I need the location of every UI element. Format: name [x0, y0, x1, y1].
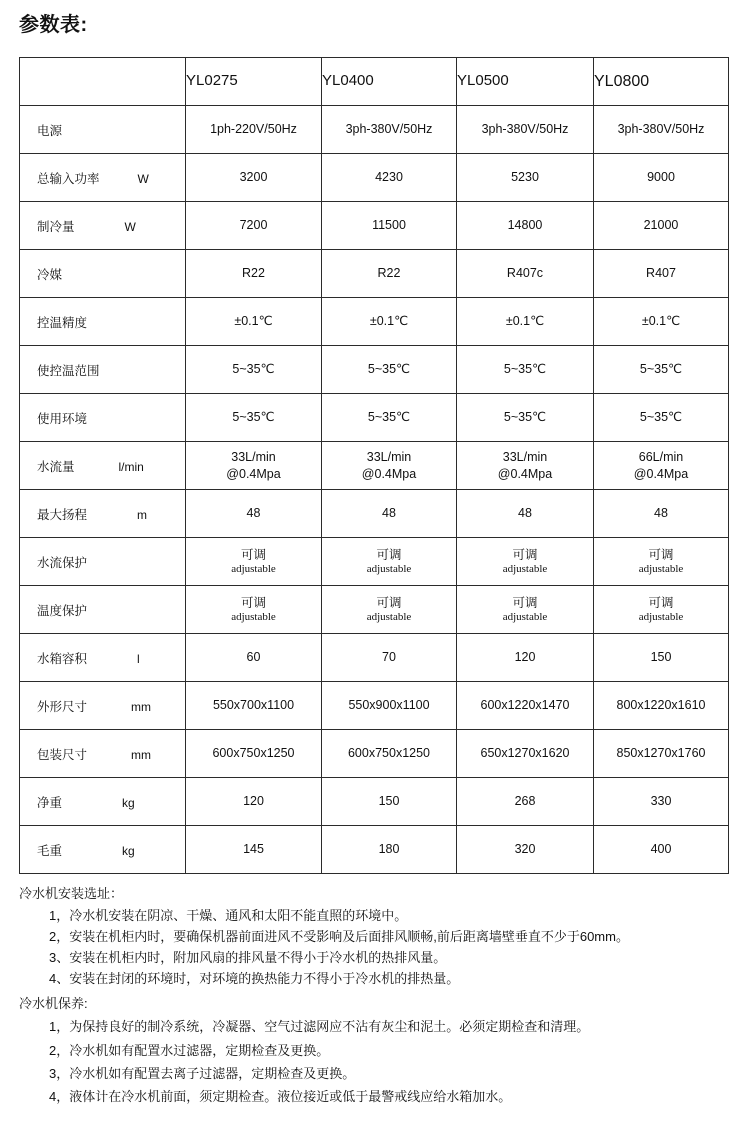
- value-text: 48: [518, 506, 532, 521]
- header-cell-model-4: [594, 58, 729, 106]
- row-label-cell: [20, 202, 186, 250]
- value-text: 150: [650, 650, 672, 665]
- maintenance-notes-list: [19, 1015, 734, 1108]
- value-text: 5~35℃: [367, 362, 411, 377]
- row-value-cell: [322, 778, 457, 826]
- value-text: 可调: [512, 547, 538, 562]
- row-value-cell: [594, 826, 729, 874]
- value-text: R22: [242, 266, 265, 281]
- row-value-cell: [186, 298, 322, 346]
- value-text: 9000: [647, 170, 675, 185]
- row-value-cell: [457, 442, 594, 490]
- row-value-cell: [594, 586, 729, 634]
- row-unit-text: mm: [131, 699, 152, 714]
- value-text: 5~35℃: [232, 410, 275, 425]
- row-label-cell: [20, 682, 186, 730]
- value-text: 可调: [376, 595, 402, 610]
- row-label-text: 水流量: [37, 459, 75, 474]
- row-value-cell: [322, 490, 457, 538]
- table-row: [20, 346, 729, 394]
- row-value-cell: [594, 490, 729, 538]
- notes-section: [19, 884, 734, 1113]
- value-text-secondary: adjustable: [366, 562, 412, 575]
- row-value-cell: [457, 778, 594, 826]
- table-row: [20, 490, 729, 538]
- value-text: 800x1220x1610: [616, 698, 706, 713]
- row-label-text: 使控温范围: [37, 363, 100, 378]
- value-text: 14800: [507, 218, 543, 233]
- row-value-cell: [322, 826, 457, 874]
- row-value-cell: [186, 346, 322, 394]
- table-row: [20, 298, 729, 346]
- value-text: 5~35℃: [503, 410, 547, 425]
- row-value-cell: [186, 778, 322, 826]
- row-label-text: 电源: [37, 123, 63, 138]
- row-value-cell: [594, 250, 729, 298]
- maintenance-notes-heading: 冷水机保养:: [19, 996, 88, 1012]
- row-value-cell: [457, 202, 594, 250]
- row-label-cell: [20, 154, 186, 202]
- row-value-cell: [594, 298, 729, 346]
- row-value-cell: [322, 394, 457, 442]
- row-label-text: 总输入功率: [37, 171, 100, 186]
- row-label-cell: [20, 106, 186, 154]
- value-text: 3ph-380V/50Hz: [481, 122, 569, 137]
- row-value-cell: [322, 730, 457, 778]
- page-title: 参数表:: [19, 14, 88, 36]
- table-header-row: [20, 58, 729, 106]
- value-text-secondary: @0.4Mpa: [497, 466, 553, 481]
- row-label-cell: [20, 346, 186, 394]
- model-label: YL0400: [322, 72, 374, 90]
- value-text: 可调: [648, 547, 674, 562]
- row-value-cell: [322, 586, 457, 634]
- value-text: 可调: [240, 547, 266, 562]
- table-row: [20, 394, 729, 442]
- row-label-cell: [20, 586, 186, 634]
- value-text: 70: [382, 650, 396, 665]
- row-value-cell: [322, 442, 457, 490]
- row-label-text: 制冷量: [37, 219, 75, 234]
- table-row: [20, 442, 729, 490]
- row-label-text: 冷媒: [37, 267, 63, 282]
- value-text-secondary: adjustable: [638, 610, 684, 623]
- model-label: YL0275: [186, 72, 238, 90]
- row-label-text: 外形尺寸: [37, 699, 88, 714]
- value-text: 21000: [643, 218, 679, 233]
- value-text: 3200: [239, 170, 268, 185]
- model-label: YL0500: [457, 72, 509, 90]
- value-text: R407: [646, 266, 676, 281]
- header-cell-blank: [20, 58, 186, 106]
- value-text-secondary: adjustable: [231, 562, 276, 575]
- value-text: 850x1270x1760: [616, 746, 706, 761]
- list-item: 4，液体计在冷水机前面，须定期检查。液位接近或低于最警戒线应给水箱加水。: [49, 1088, 512, 1104]
- table-row: [20, 106, 729, 154]
- value-text: 550x700x1100: [212, 698, 295, 713]
- value-text: 150: [378, 794, 400, 809]
- row-value-cell: [457, 298, 594, 346]
- value-text: 400: [650, 842, 672, 857]
- value-text: 48: [382, 506, 396, 521]
- row-value-cell: [186, 538, 322, 586]
- row-value-cell: [322, 154, 457, 202]
- table-row: [20, 826, 729, 874]
- row-value-cell: [186, 490, 322, 538]
- model-label: YL0800: [594, 72, 650, 90]
- row-label-cell: [20, 298, 186, 346]
- value-text: 7200: [239, 218, 268, 233]
- value-text: 650x1270x1620: [480, 746, 570, 761]
- value-text: 330: [650, 794, 672, 809]
- value-text: 5230: [511, 170, 539, 185]
- row-value-cell: [186, 586, 322, 634]
- list-item: 3、安装在机柜内时，附加风扇的排风量不得小于冷水机的热排风量。: [49, 950, 447, 966]
- value-text: 可调: [240, 595, 266, 610]
- row-unit-text: W: [137, 171, 149, 186]
- list-item: 1，为保持良好的制冷系统，冷凝器、空气过滤网应不沾有灰尘和泥土。必须定期检查和清理。: [49, 1019, 590, 1035]
- row-label-text: 最大扬程: [37, 507, 88, 522]
- value-text: 600x1220x1470: [480, 698, 570, 713]
- row-label-cell: [20, 442, 186, 490]
- row-value-cell: [594, 106, 729, 154]
- row-value-cell: [594, 202, 729, 250]
- value-text: 可调: [512, 595, 538, 610]
- row-unit-text: l: [137, 651, 140, 666]
- value-text: 可调: [376, 547, 402, 562]
- row-value-cell: [322, 298, 457, 346]
- table-row: [20, 202, 729, 250]
- row-unit-text: l/min: [118, 459, 144, 474]
- value-text: 320: [514, 842, 536, 857]
- value-text-secondary: adjustable: [502, 610, 548, 623]
- row-value-cell: [594, 682, 729, 730]
- row-label-text: 包装尺寸: [37, 747, 88, 762]
- row-value-cell: [457, 538, 594, 586]
- value-text: 可调: [648, 595, 674, 610]
- value-text-secondary: adjustable: [638, 562, 684, 575]
- value-text: 3ph-380V/50Hz: [345, 122, 433, 137]
- table-row: [20, 538, 729, 586]
- value-text: 48: [654, 506, 668, 521]
- row-value-cell: [457, 394, 594, 442]
- row-value-cell: [322, 682, 457, 730]
- row-value-cell: [457, 154, 594, 202]
- table-row: [20, 586, 729, 634]
- row-label-cell: [20, 730, 186, 778]
- row-value-cell: [594, 634, 729, 682]
- value-text: 5~35℃: [232, 362, 275, 377]
- value-text-secondary: adjustable: [366, 610, 412, 623]
- row-unit-text: kg: [122, 795, 135, 810]
- value-text: 60: [246, 650, 261, 665]
- row-value-cell: [322, 106, 457, 154]
- list-item: 1，冷水机安装在阴凉、干燥、通风和太阳不能直照的环境中。: [49, 908, 408, 924]
- value-text: 5~35℃: [503, 362, 547, 377]
- value-text: 1ph-220V/50Hz: [210, 122, 297, 137]
- table-row: [20, 778, 729, 826]
- value-text: 48: [246, 506, 261, 521]
- table-row: [20, 634, 729, 682]
- row-value-cell: [322, 634, 457, 682]
- row-value-cell: [322, 538, 457, 586]
- specification-table: [19, 57, 729, 874]
- row-label-cell: [20, 490, 186, 538]
- maintenance-notes-block: [19, 994, 734, 1108]
- value-text: 33L/min: [366, 450, 412, 465]
- row-value-cell: [186, 730, 322, 778]
- row-value-cell: [457, 730, 594, 778]
- value-text: 5~35℃: [639, 362, 683, 377]
- value-text: R407c: [506, 266, 544, 281]
- header-cell-model-2: [322, 58, 457, 106]
- value-text: 600x750x1250: [347, 746, 431, 761]
- header-cell-model-1: [186, 58, 322, 106]
- list-item: 3，冷水机如有配置去离子过滤器，定期检查及更换。: [49, 1065, 356, 1081]
- row-value-cell: [186, 634, 322, 682]
- value-text: 120: [243, 794, 264, 809]
- row-label-text: 水箱容积: [37, 651, 88, 666]
- row-unit-text: mm: [131, 747, 152, 762]
- installation-notes-block: [19, 884, 734, 989]
- row-value-cell: [457, 826, 594, 874]
- value-text-secondary: adjustable: [502, 562, 548, 575]
- value-text-secondary: adjustable: [231, 610, 276, 623]
- list-item: 4、安装在封闭的环境时，对环境的换热能力不得小于冷水机的排热量。: [49, 971, 460, 987]
- row-value-cell: [594, 778, 729, 826]
- row-value-cell: [594, 730, 729, 778]
- value-text: 4230: [375, 170, 403, 185]
- row-value-cell: [457, 106, 594, 154]
- row-label-cell: [20, 538, 186, 586]
- row-value-cell: [594, 538, 729, 586]
- row-value-cell: [457, 586, 594, 634]
- row-unit-text: kg: [122, 843, 135, 858]
- row-value-cell: [186, 250, 322, 298]
- row-label-cell: [20, 394, 186, 442]
- header-cell-model-3: [457, 58, 594, 106]
- value-text: ±0.1℃: [234, 314, 273, 329]
- row-value-cell: [186, 682, 322, 730]
- table-row: [20, 682, 729, 730]
- row-value-cell: [457, 682, 594, 730]
- row-value-cell: [457, 490, 594, 538]
- value-text: 66L/min: [638, 450, 684, 465]
- table-row: [20, 154, 729, 202]
- installation-notes-heading: 冷水机安装选址：: [19, 886, 124, 901]
- value-text: ±0.1℃: [505, 314, 545, 329]
- row-label-cell: [20, 250, 186, 298]
- list-item: 2，安装在机柜内时，要确保机器前面进风不受影响及后面排风顺畅,前后距离墙壁垂直不少于60mm。: [49, 929, 629, 945]
- row-value-cell: [186, 442, 322, 490]
- row-value-cell: [594, 442, 729, 490]
- value-text: 145: [243, 842, 264, 857]
- row-label-text: 使用环境: [37, 411, 88, 426]
- row-value-cell: [457, 346, 594, 394]
- row-value-cell: [594, 346, 729, 394]
- row-value-cell: [322, 346, 457, 394]
- row-label-text: 水流保护: [37, 555, 88, 570]
- value-text: R22: [377, 266, 401, 281]
- row-value-cell: [594, 154, 729, 202]
- row-value-cell: [322, 202, 457, 250]
- row-label-cell: [20, 826, 186, 874]
- value-text: 120: [514, 650, 536, 665]
- row-value-cell: [594, 394, 729, 442]
- value-text: 33L/min: [502, 450, 548, 465]
- row-value-cell: [457, 250, 594, 298]
- list-item: 2，冷水机如有配置水过滤器，定期检查及更换。: [49, 1042, 330, 1058]
- value-text-secondary: @0.4Mpa: [633, 466, 689, 481]
- row-label-cell: [20, 634, 186, 682]
- value-text-secondary: @0.4Mpa: [226, 466, 281, 481]
- row-label-text: 净重: [37, 795, 63, 810]
- value-text: 550x900x1100: [348, 698, 430, 713]
- row-value-cell: [186, 826, 322, 874]
- specification-table-container: [19, 57, 728, 874]
- value-text: 3ph-380V/50Hz: [617, 122, 705, 137]
- value-text: 33L/min: [231, 450, 276, 465]
- value-text: 5~35℃: [367, 410, 411, 425]
- value-text-secondary: @0.4Mpa: [361, 466, 417, 481]
- table-row: [20, 250, 729, 298]
- row-value-cell: [322, 250, 457, 298]
- installation-notes-list: [19, 905, 734, 989]
- row-value-cell: [186, 394, 322, 442]
- table-row: [20, 730, 729, 778]
- row-label-text: 温度保护: [37, 603, 88, 618]
- row-label-text: 毛重: [37, 843, 63, 858]
- value-text: 180: [378, 842, 400, 857]
- value-text: 11500: [372, 218, 406, 233]
- value-text: 600x750x1250: [212, 746, 295, 761]
- row-label-text: 控温精度: [37, 315, 88, 330]
- row-label-cell: [20, 778, 186, 826]
- value-text: ±0.1℃: [369, 314, 409, 329]
- row-value-cell: [186, 202, 322, 250]
- value-text: 5~35℃: [639, 410, 683, 425]
- row-unit-text: W: [124, 219, 136, 234]
- value-text: ±0.1℃: [641, 314, 681, 329]
- value-text: 268: [514, 794, 536, 809]
- row-value-cell: [186, 154, 322, 202]
- row-value-cell: [186, 106, 322, 154]
- row-unit-text: m: [137, 507, 148, 522]
- row-value-cell: [457, 634, 594, 682]
